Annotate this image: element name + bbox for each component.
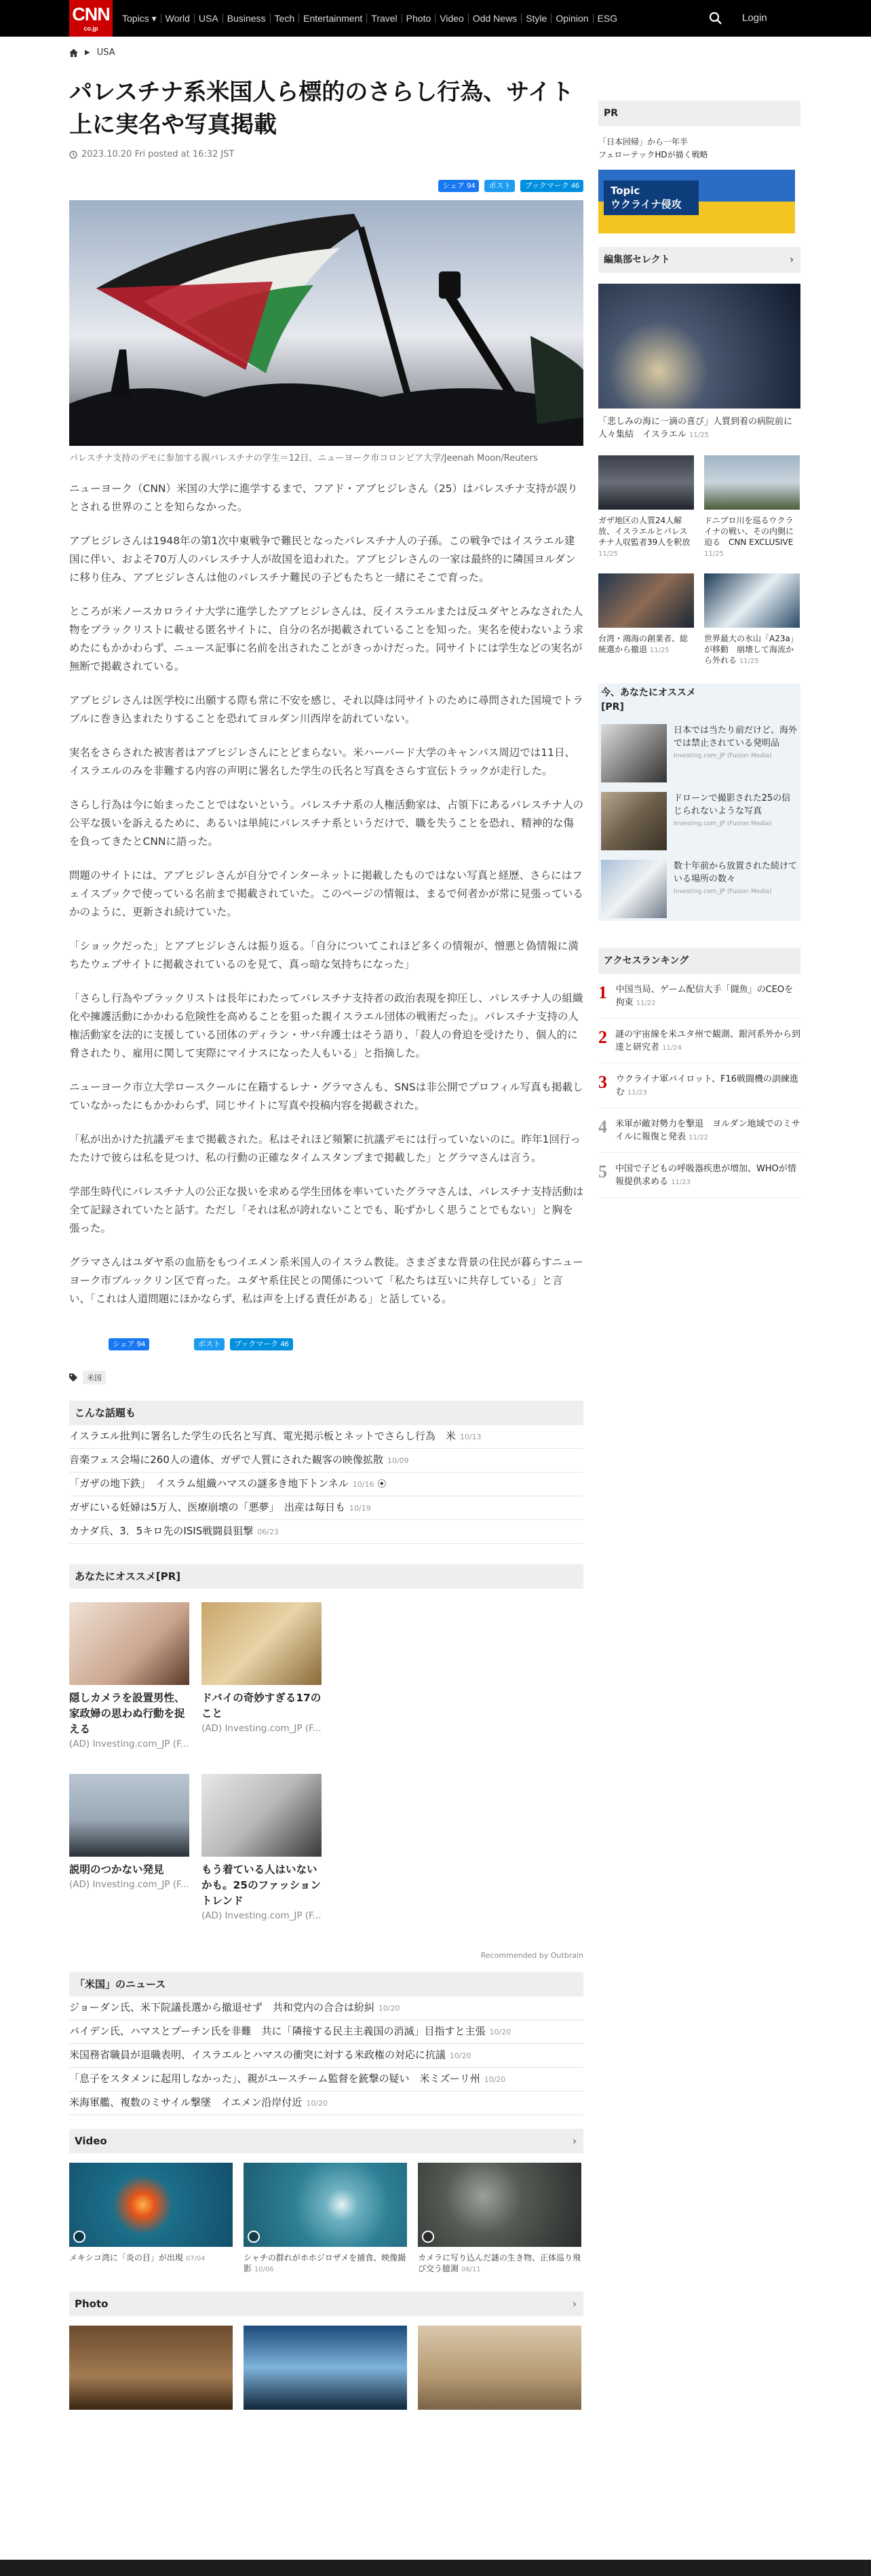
recommend-card-title: ドバイの奇妙すぎる17のこと xyxy=(201,1692,322,1720)
video-card[interactable] xyxy=(244,2163,407,2275)
share-buttons-top xyxy=(69,180,583,192)
editor-card[interactable]: 世界最大の氷山「A23a」が移動 崩壊して海流から外れる 11/25 xyxy=(704,573,800,667)
nav-odd-news[interactable]: Odd News xyxy=(469,14,522,23)
ranking-item[interactable]: 2 謎の宇宙線を米ユタ州で観測、銀河系外から到達と研究者 11/24 xyxy=(598,1028,800,1063)
search-icon[interactable] xyxy=(707,10,724,27)
video-play-icon: ⦿ xyxy=(377,1479,387,1490)
nav-entertainment[interactable]: Entertainment xyxy=(299,14,367,23)
ranking-item[interactable]: 3 ウクライナ軍パイロット、F16戦闘機の訓練進む 11/23 xyxy=(598,1073,800,1108)
us-news-item[interactable]: バイデン氏、ハマスとプーチン氏を非難 共に「隣接する民主主義国の消滅」目指すと主張 10/20 xyxy=(69,2020,583,2044)
related-item[interactable]: 音楽フェス会場に260人の遺体、ガザで人質にされた観客の映像拡散 10/09 xyxy=(69,1449,583,1473)
recommend-grid xyxy=(69,1602,583,1948)
top-navigation-bar xyxy=(0,0,871,37)
recommend-title: あなたにオススメ[PR] xyxy=(69,1564,583,1589)
article-paragraph: ニューヨーク（CNN）米国の大学に進学するまで、フアド・アブヒジレさん（25）はパレスチナ支持が誤りとされる世界のことを知らなかった。 xyxy=(69,482,578,513)
article-main-photo xyxy=(69,200,583,446)
recommend-image xyxy=(69,1602,189,1685)
article-paragraph: アブヒジレさんは1948年の第1次中東戦争で難民となったパレスチナ人の子孫。この戦争ではイスラエル建国に伴い、およそ70万人のパレスチナ人が故国を追われた。アブヒジレさんの一家は最終的に隣国ヨルダンに移り住み、アブヒジレさんは他のパレスチナ難民の子どもたちと一緒にそこで育った。 xyxy=(69,535,576,584)
recommend-card[interactable] xyxy=(69,1774,189,1890)
editor-grid xyxy=(598,455,800,560)
nav-topics[interactable]: Topics ▾ xyxy=(118,14,161,23)
tag-row xyxy=(69,1371,583,1384)
chevron-right-icon: › xyxy=(790,254,794,265)
topic-name: ウクライナ侵攻 xyxy=(611,198,682,210)
recommend-card-source: (AD) Investing.com_JP (F... xyxy=(69,1739,189,1749)
chevron-right-icon: › xyxy=(573,2298,577,2310)
article-date-text: 2023.10.20 Fri posted at 16:32 JST xyxy=(81,149,235,159)
article-headline: パレスチナ系米国人ら標的のさらし行為、サイト上に実名や写真掲載 xyxy=(69,79,574,138)
nav-world[interactable]: World xyxy=(161,14,195,23)
us-news-item[interactable]: ジョーダン氏、米下院議長選から撤退せず 共和党内の合合は紛糾 10/20 xyxy=(69,1996,583,2020)
cnn-logo[interactable] xyxy=(69,0,113,37)
photo-grid xyxy=(69,2326,583,2410)
palestinian-flag-image xyxy=(69,200,583,446)
share-buttons-bottom xyxy=(109,1338,583,1350)
recommend-image xyxy=(201,1774,322,1857)
video-card-title: シャチの群れがホホジロザメを捕食、映像撮影 xyxy=(244,2253,406,2273)
outbrain-item[interactable]: 数十年前から放置された続けている場所の数々 Investing.com_JP (Fusion Media) xyxy=(601,860,798,918)
tag-usa[interactable]: 米国 xyxy=(83,1371,106,1384)
related-item[interactable]: イスラエル批判に署名した学生の氏名と写真、電光掲示板とネットでさらし行為 米 10/13 xyxy=(69,1425,583,1449)
ranking-item[interactable]: 1 中国当局、ゲーム配信大手「闘魚」のCEOを拘束 11/22 xyxy=(598,983,800,1019)
hatena-bookmark-button[interactable]: ブックマーク 46 xyxy=(230,1338,293,1350)
recommend-card[interactable] xyxy=(201,1774,322,1921)
video-title[interactable]: Video › xyxy=(69,2129,583,2153)
article-paragraph: 「ショックだった」とアブヒジレさんは振り返る。「自分についてこれほど多くの情報が、憎悪と偽情報に満ちたウェブサイトに掲載されているのを見て、真っ暗な気持ちになった」 xyxy=(69,940,579,970)
video-card-date: 07/04 xyxy=(185,2255,206,2262)
ranking-list xyxy=(598,983,800,1198)
article-paragraph: 「さらし行為やブラックリストは長年にわたってパレスチナ支持者の政治表現を抑圧し、パレスチナ人の組織化や擁護活動にかかわる危険性を高めることを狙った親イスラエル団体の戦術だった」。パレスチナ支持の人権活動家を法的に支援している団体のディラン・サバ弁護士はそう語り、「殺人の脅迫を受けたり、個人的に脅されたり、雇用に関して実際にマイナスになった人もいる」と指摘した。 xyxy=(69,992,583,1059)
us-news-title: 「米国」のニュース xyxy=(69,1972,583,1996)
editor-feature-title: 「悲しみの海に一滴の喜び」人質到着の病院前に人々集結 イスラエル xyxy=(598,417,793,440)
related-item[interactable]: 「ガザの地下鉄」 イスラム組織ハマスの謎多き地下トンネル 10/16 ⦿ xyxy=(69,1473,583,1496)
breadcrumb-usa[interactable]: USA xyxy=(96,48,115,58)
article-paragraph: さらし行為は今に始まったことではないという。パレスチナ系の人権活動家は、占領下にあるパレスチナ人の公平な扱いを訴えるために、あるいは単純にパレスチナ系というだけで、職を失うことを恐れ、精神的な傷を負ってきたとCNNに語った。 xyxy=(69,799,583,848)
article-paragraph: 実名をさらされた被害者はアブヒジレさんにとどまらない。米ハーバード大学のキャンパス周辺では11日、イスラエルのみを非難する内容の声明に署名した学生の氏名と写真をさらす宣伝トラックが走行した。 xyxy=(69,746,575,777)
recommend-card-title: 隠しカメラを設置男性、家政婦の思わぬ行動を捉える xyxy=(69,1692,185,1735)
ranking-title: アクセスランキング xyxy=(598,948,800,974)
ranking-item[interactable]: 4 米軍が敵対勢力を撃退 ヨルダン地域でのミサイルに報復と発表 11/22 xyxy=(598,1118,800,1153)
article-column xyxy=(69,76,583,2410)
editor-feature-image xyxy=(598,284,800,409)
editor-card-image xyxy=(598,573,694,628)
facebook-share-button[interactable]: シェア 94 xyxy=(438,180,479,192)
nav-style[interactable]: Style xyxy=(522,14,551,23)
editor-card-image xyxy=(704,455,800,510)
nav-usa[interactable]: USA xyxy=(195,14,223,23)
editor-select-title[interactable]: 編集部セレクト › xyxy=(598,247,800,273)
video-card[interactable] xyxy=(418,2163,581,2275)
nav-photo[interactable]: Photo xyxy=(402,14,436,23)
us-news-item[interactable]: 「息子をスタメンに起用しなかった」、親がユースチーム監督を銃撃の疑い 米ミズーリ州 10/20 xyxy=(69,2068,583,2091)
video-grid xyxy=(69,2163,583,2275)
video-card-title: メキシコ湾に「炎の目」が出現 xyxy=(69,2253,183,2262)
video-thumbnail xyxy=(69,2163,233,2247)
video-card-title: カメラに写り込んだ謎の生き物、正体巡り飛び交う臆測 xyxy=(418,2253,581,2273)
editor-select xyxy=(598,284,800,667)
article-paragraph: ニューヨーク市立大学ロースクールに在籍するレナ・グラマさんも、SNSは非公開でプロフィル写真も掲載していなかったにもかかわらず、同じサイトに写真や投稿内容を掲載された。 xyxy=(69,1081,583,1112)
logo-text: CNN xyxy=(72,4,110,24)
ukraine-topic-banner[interactable] xyxy=(598,170,795,233)
editor-card[interactable]: 台湾・鴻海の創業者、総統選から撤退 11/25 xyxy=(598,573,694,667)
twitter-share-button[interactable]: ポスト xyxy=(194,1338,225,1350)
pr-link[interactable]: 「日本回帰」から一年半 フェローテックHDが描く戦略 xyxy=(598,137,708,159)
sidebar xyxy=(598,100,800,1198)
related-list xyxy=(69,1425,583,1544)
ranking-item[interactable]: 5 中国で子どもの呼吸器疾患が増加、WHOが情報提供求める 11/23 xyxy=(598,1162,800,1198)
editor-card[interactable]: ガザ地区の人質24人解放、イスラエルとパレスチナ人収監者39人を釈放 11/25 xyxy=(598,455,694,560)
outbrain-image xyxy=(601,724,667,782)
home-icon[interactable] xyxy=(69,49,78,57)
twitter-share-button[interactable]: ポスト xyxy=(484,180,515,192)
editor-feature[interactable] xyxy=(598,284,800,442)
recommend-card[interactable] xyxy=(69,1602,189,1749)
outbrain-image xyxy=(601,792,667,850)
play-icon xyxy=(248,2231,260,2243)
photo-card[interactable] xyxy=(69,2326,233,2410)
photo-thumbnail xyxy=(69,2326,233,2410)
logo-subtext: co.jp xyxy=(83,25,98,32)
outbrain-item[interactable]: 日本では当たり前だけど、海外では禁止されている発明品 Investing.com_JP (Fusion Media) xyxy=(601,724,798,782)
us-news-section xyxy=(69,1972,583,2115)
outbrain-sidebar xyxy=(598,683,800,921)
facebook-share-button[interactable]: シェア 94 xyxy=(109,1338,149,1350)
editor-card-image xyxy=(704,573,800,628)
tag-icon xyxy=(69,1374,77,1382)
pr-title: PR xyxy=(598,100,800,126)
photo-card[interactable] xyxy=(418,2326,581,2410)
main-nav xyxy=(118,0,621,37)
editor-card[interactable]: ドニプロ川を巡るウクライナの戦い、その内側に迫る CNN EXCLUSIVE 11/25 xyxy=(704,455,800,560)
video-section xyxy=(69,2129,583,2275)
recommend-section xyxy=(69,1564,583,1960)
article-paragraph: アブヒジレさんは医学校に出願する際も常に不安を感じ、それ以降は同サイトのために尋問された国境でトラブルに巻き込まれたりすることを恐れてヨルダン川西岸を訪れていない。 xyxy=(69,694,583,725)
clock-icon xyxy=(69,151,77,159)
nav-business[interactable]: Business xyxy=(223,14,271,23)
outbrain-credit[interactable]: Recommended by Outbrain xyxy=(480,1951,583,1960)
article-paragraph: 問題のサイトには、アブヒジレさんが自分でインターネットに掲載したものではない写真と経歴、さらにはフェイスブックで使っている名前まで掲載されていた。このページの情報は、まるで何者かが常に見張っているかのように、更新され続けていた。 xyxy=(69,869,583,918)
chevron-right-icon: ▶ xyxy=(85,49,90,56)
video-thumbnail xyxy=(418,2163,581,2247)
recommend-card-source: (AD) Investing.com_JP (F... xyxy=(201,1910,322,1921)
chevron-right-icon: › xyxy=(573,2135,577,2147)
related-item[interactable]: カナダ兵、3．5キロ先のISIS戦闘員狙撃 06/23 xyxy=(69,1520,583,1544)
photo-thumbnail xyxy=(244,2326,407,2410)
article-paragraph: 学部生時代にパレスチナ人の公正な扱いを求める学生団体を率いていたグラマさんは、パレスチナ支持活動は全て記録されていたと話す。ただし「それは私が誇れないことでも、恥ずかしく思うことでもない」と胸を張った。 xyxy=(69,1186,583,1234)
nav-travel[interactable]: Travel xyxy=(367,14,402,23)
article-paragraph: ところが米ノースカロライナ大学に進学したアブヒジレさんは、反イスラエルまたは反ユダヤとみなされた人物をブラックリストに載せる匿名サイトに、自分の名が掲載されていることを知った。実名を使わないよう求めたにもかかわらず、ニュース記事に名前を出されたことがきっかけだった。同サイトには学生などの実名が無断で掲載されている。 xyxy=(69,605,583,673)
related-title: こんな話題も xyxy=(69,1401,583,1425)
us-news-item[interactable]: 米国務省職員が退職表明、イスラエルとハマスの衝突に対する米政権の対応に抗議 10/20 xyxy=(69,2044,583,2068)
photo-caption: パレスチナ支持のデモに参加する親パレスチナの学生＝12日、ニューヨーク市コロンビア大学/Jeenah Moon/Reuters xyxy=(69,453,538,463)
related-item[interactable]: ガザにいる妊婦は5万人、医療崩壊の「悪夢」 出産は毎日も 10/19 xyxy=(69,1496,583,1520)
video-card-date: 10/06 xyxy=(254,2266,274,2273)
related-section xyxy=(69,1401,583,1544)
nav-video[interactable]: Video xyxy=(436,14,469,23)
breadcrumb xyxy=(69,48,115,58)
nav-opinion[interactable]: Opinion xyxy=(551,14,593,23)
us-news-list xyxy=(69,1996,583,2115)
outbrain-sidebar-title: 今、あなたにオススメ[PR] xyxy=(601,687,696,713)
nav-tech[interactable]: Tech xyxy=(271,14,300,23)
editor-feature-date: 11/25 xyxy=(689,432,709,439)
article-paragraph: グラマさんはユダヤ系の血筋をもつイエメン系米国人のイスラム教徒。さまざまな背景の住民が暮らすニューヨーク市ブルックリン区で育った。ユダヤ系住民との関係について「私たちは互いに共存している」と言い、「これは人道問題にほかならず、私は声を上げる責任がある」と話している。 xyxy=(69,1256,583,1305)
us-news-item[interactable]: 米海軍艦、複数のミサイル撃墜 イエメン沿岸付近 10/20 xyxy=(69,2091,583,2115)
photo-thumbnail xyxy=(418,2326,581,2410)
recommend-card-source: (AD) Investing.com_JP (F... xyxy=(69,1879,189,1890)
nav-esg[interactable]: ESG xyxy=(597,13,618,24)
photo-card[interactable] xyxy=(244,2326,407,2410)
recommend-card-title: もう着ている人はいないかも。25のファッショントレンド xyxy=(201,1863,321,1907)
outbrain-image xyxy=(601,860,667,918)
video-card-date: 06/11 xyxy=(461,2266,481,2273)
article-body xyxy=(69,480,583,1308)
play-icon xyxy=(73,2231,85,2243)
outbrain-item[interactable]: ドローンで撮影された25の信じられないような写真 Investing.com_JP (Fusion Media) xyxy=(601,792,798,850)
video-card[interactable] xyxy=(69,2163,233,2275)
article-date xyxy=(69,149,583,159)
recommend-image xyxy=(69,1774,189,1857)
hatena-bookmark-button[interactable]: ブックマーク 46 xyxy=(520,180,583,192)
play-icon xyxy=(422,2231,434,2243)
editor-card-image xyxy=(598,455,694,510)
article-paragraph: 「私が出かけた抗議デモまで掲載された。私はそれほど頻繁に抗議デモには行っていないのに。昨年1回行ったたけで彼らは私を見つけ、私の行動の正確なタイムスタンプまで掲載した」とグラマさんは言う。 xyxy=(69,1133,581,1164)
video-thumbnail xyxy=(244,2163,407,2247)
recommend-image xyxy=(201,1602,322,1685)
photo-section xyxy=(69,2292,583,2410)
cookie-bar xyxy=(0,2560,871,2576)
editor-grid xyxy=(598,573,800,667)
topic-label: Topic xyxy=(611,185,640,197)
recommend-card-title: 説明のつかない発見 xyxy=(69,1863,164,1876)
login-link[interactable]: Login xyxy=(742,12,767,24)
recommend-card[interactable] xyxy=(201,1602,322,1734)
photo-title[interactable]: Photo › xyxy=(69,2292,583,2316)
recommend-card-source: (AD) Investing.com_JP (F... xyxy=(201,1723,322,1734)
